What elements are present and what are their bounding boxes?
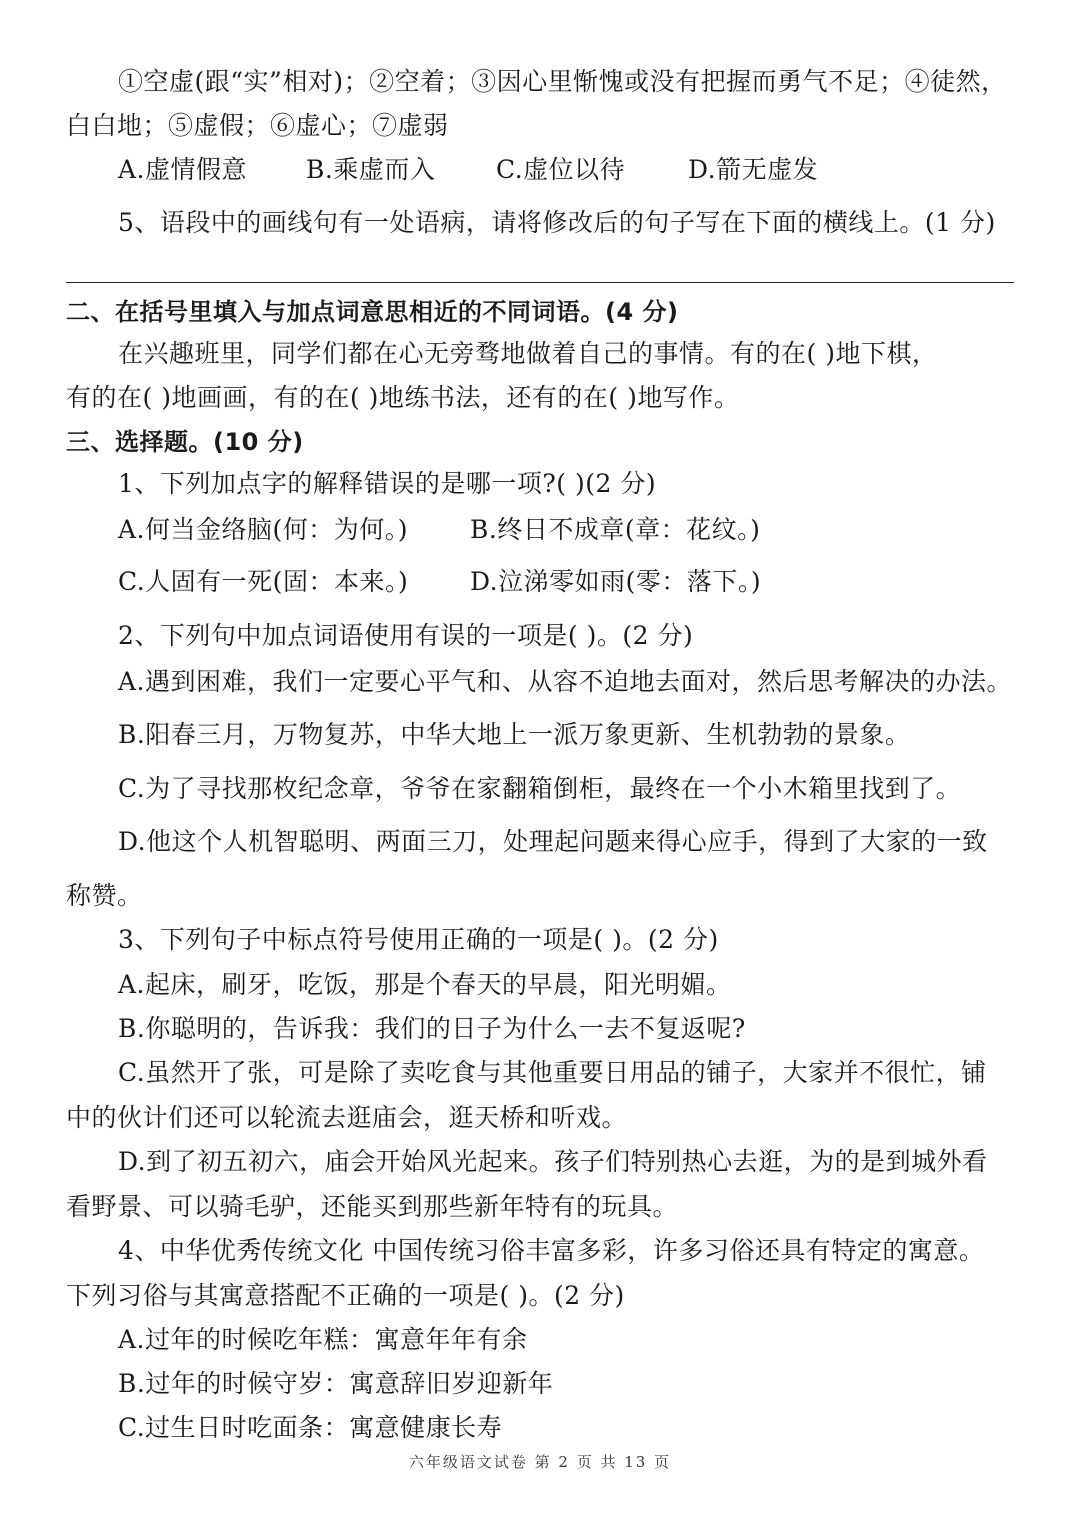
page-footer: 六年级语文试卷 第 2 页 共 13 页 — [408, 1453, 672, 1471]
q3-3-option-d-line2: 看野景、可以骑毛驴，还能买到那些新年特有的玩具。 — [66, 1192, 679, 1221]
q3-1-option-b: B.终日不成章(章：花纹。) — [470, 515, 761, 544]
q3-3-option-d-line1: D.到了初五初六，庙会开始风光起来。孩子们特别热心去逛，为的是到城外看 — [118, 1147, 988, 1176]
q3-4-stem-line1: 4、中华优秀传统文化 中国传统习俗丰富多彩，许多习俗还具有特定的寓意。 — [118, 1236, 985, 1265]
q1-option-c: C.虚位以待 — [496, 155, 626, 184]
q3-4-option-c: C.过生日时吃面条：寓意健康长寿 — [118, 1413, 503, 1442]
q3-3-option-a: A.起床，刷牙，吃饭，那是个春天的早晨，阳光明媚。 — [118, 970, 732, 999]
q3-4-option-b: B.过年的时候守岁：寓意辞旧岁迎新年 — [118, 1369, 554, 1398]
q1-option-b: B.乘虚而入 — [306, 155, 436, 184]
q3-4-option-a: A.过年的时候吃年糕：寓意年年有余 — [118, 1325, 528, 1354]
q3-3-stem: 3、下列句子中标点符号使用正确的一项是( )。(2 分) — [118, 925, 719, 954]
q1-definitions-line2: 白白地；⑤虚假；⑥虚心；⑦虚弱 — [66, 111, 449, 140]
section2-line1: 在兴趣班里，同学们都在心无旁骛地做着自己的事情。有的在( )地下棋， — [118, 339, 938, 368]
q1-definitions-line1: ①空虚(跟“实”相对)；②空着；③因心里惭愧或没有把握而勇气不足；④徒然， — [118, 67, 1007, 96]
section2-heading: 二、在括号里填入与加点词意思相近的不同词语。(4 分) — [66, 298, 679, 326]
q5-text: 5、语段中的画线句有一处语病，请将修改后的句子写在下面的横线上。(1 分) — [118, 208, 996, 237]
q3-3-option-c-line1: C.虽然开了张，可是除了卖吃食与其他重要日用品的铺子，大家并不很忙，铺 — [118, 1058, 987, 1087]
q3-1-option-c: C.人固有一死(固：本来。) — [118, 567, 409, 596]
q3-2-option-c: C.为了寻找那枚纪念章，爷爷在家翻箱倒柜，最终在一个小木箱里找到了。 — [118, 774, 962, 803]
q3-1-stem: 1、下列加点字的解释错误的是哪一项?( )(2 分) — [118, 469, 657, 498]
q3-2-option-b: B.阳春三月，万物复苏，中华大地上一派万象更新、生机勃勃的景象。 — [118, 720, 911, 749]
q3-3-option-c-line2: 中的伙计们还可以轮流去逛庙会，逛天桥和听戏。 — [66, 1103, 628, 1132]
q1-option-d: D.箭无虚发 — [688, 155, 819, 184]
q3-4-stem-line2: 下列习俗与其寓意搭配不正确的一项是( )。(2 分) — [66, 1281, 625, 1310]
q3-2-option-d-line2: 称赞。 — [66, 881, 143, 910]
q3-2-stem: 2、下列句中加点词语使用有误的一项是( )。(2 分) — [118, 621, 694, 650]
section3-heading: 三、选择题。(10 分) — [66, 428, 304, 456]
q3-1-option-a: A.何当金络脑(何：为何。) — [118, 515, 409, 544]
section2-line2: 有的在( )地画画，有的在( )地练书法，还有的在( )地写作。 — [66, 383, 740, 412]
answer-line[interactable] — [66, 282, 1014, 283]
q3-1-option-d: D.泣涕零如雨(零：落下。) — [470, 567, 762, 596]
q3-3-option-b: B.你聪明的，告诉我：我们的日子为什么一去不复返呢? — [118, 1014, 746, 1043]
q1-option-a: A.虚情假意 — [118, 155, 248, 184]
q3-2-option-a: A.遇到困难，我们一定要心平气和、从容不迫地去面对，然后思考解决的办法。 — [118, 667, 1013, 696]
q3-2-option-d-line1: D.他这个人机智聪明、两面三刀，处理起问题来得心应手，得到了大家的一致 — [118, 827, 988, 856]
